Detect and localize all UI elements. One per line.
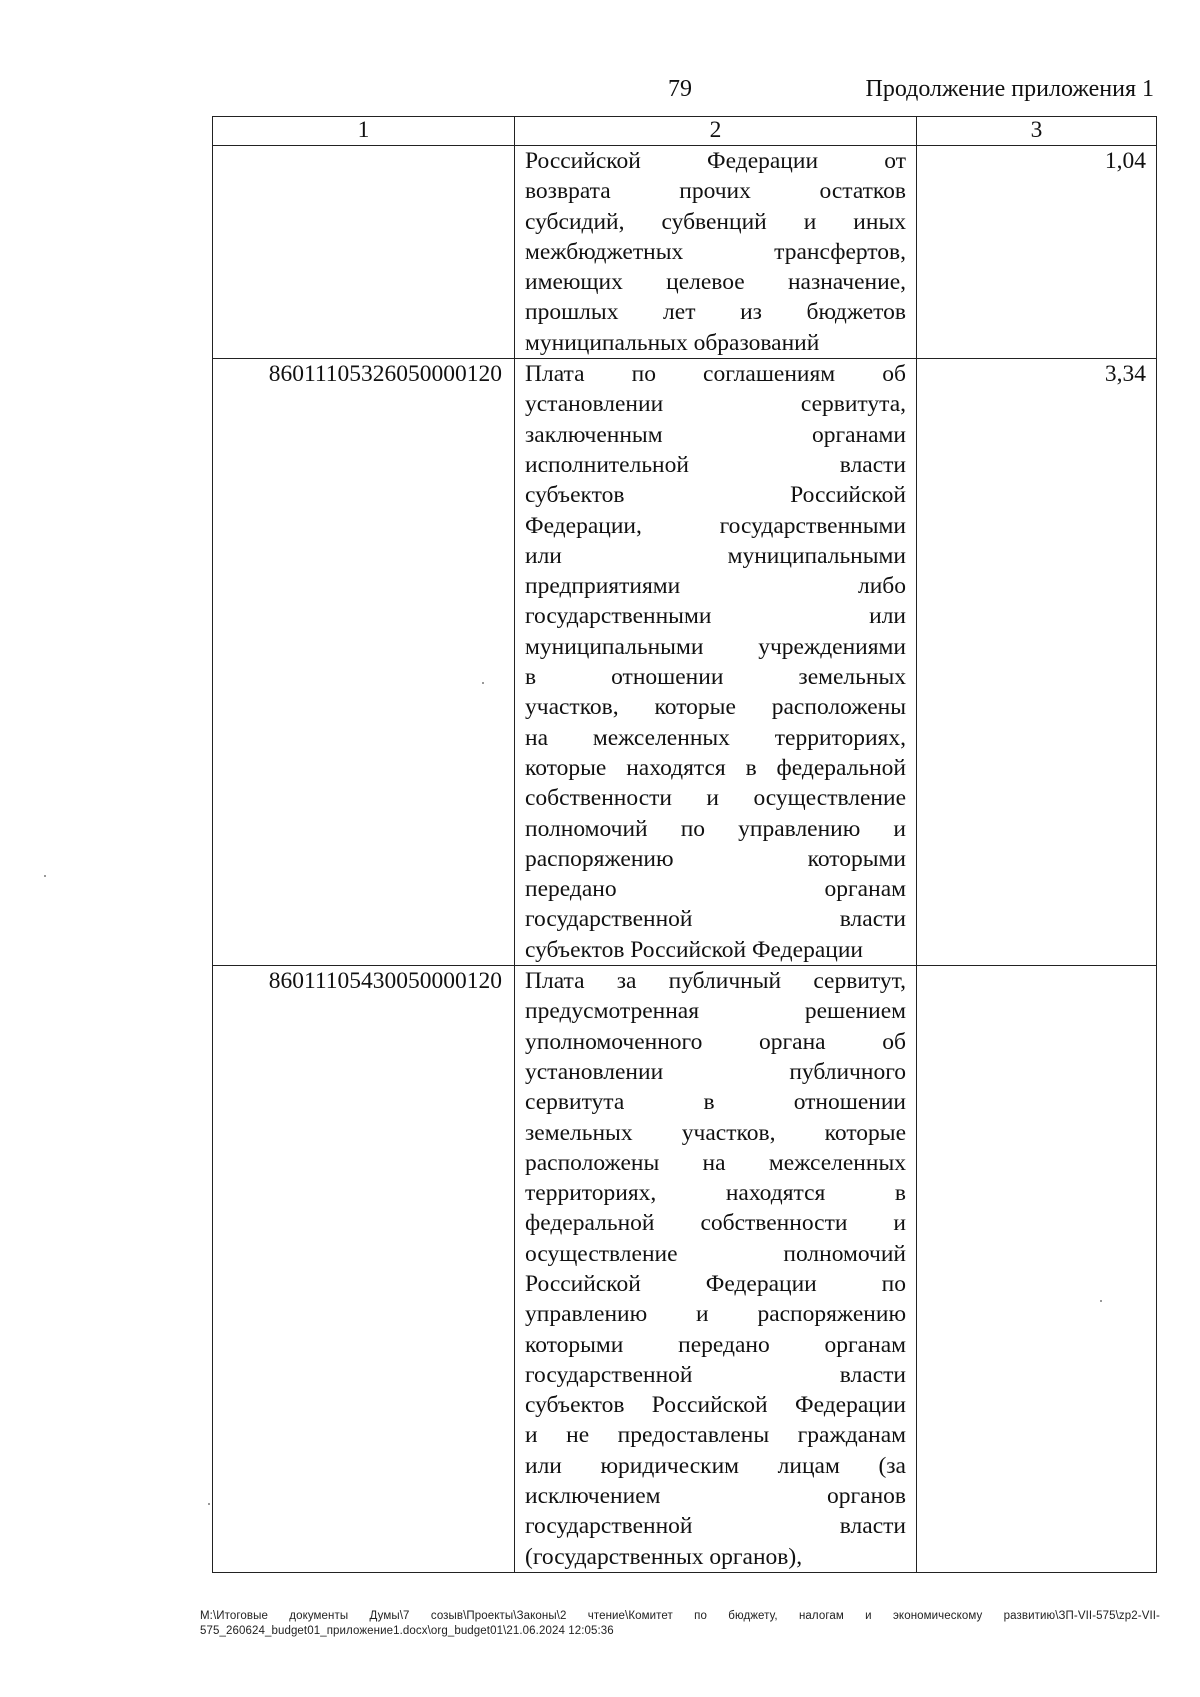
revenue-description-cell: [515, 966, 917, 1573]
document-file-path-footer: M:\Итоговые документы Думы\7 созыв\Проекты\Законы\2 чтение\Комитет по бюджету, налогам и экономическому развитию\ЗП-VII-575\zp2-VII-575_260624_budget01_приложение1.docx\org_budget01\21.06.2024 12:05:36: [200, 1610, 1160, 1637]
page-number: 79: [668, 76, 692, 102]
budget-revenue-table: [212, 116, 1157, 1573]
scan-speck: [1100, 1300, 1102, 1302]
description-line: муниципальных образований: [525, 329, 820, 356]
description-line: территориях, находятся в: [525, 1180, 906, 1207]
description-line: или муниципальными: [525, 542, 906, 569]
description-line: государственной власти: [525, 1361, 906, 1388]
description-line: муниципальными учреждениями: [525, 633, 906, 660]
description-line: государственной власти: [525, 906, 906, 933]
table-row: [213, 359, 1157, 966]
description-line: субъектов Российской Федерации: [525, 1392, 906, 1419]
revenue-code-cell: [213, 146, 515, 359]
column-header-2: 2: [515, 117, 917, 146]
amount-cell: 3,34: [917, 359, 1157, 966]
description-line: предприятиями либо: [525, 573, 906, 600]
appendix-continuation-label: Продолжение приложения 1: [865, 76, 1154, 102]
description-line: исполнительной власти: [525, 451, 906, 478]
description-line: субсидий, субвенций и иных: [525, 208, 906, 235]
description-line: государственной власти: [525, 1513, 906, 1540]
revenue-code-cell: 86011105326050000120: [213, 359, 515, 966]
description-line: исключением органов: [525, 1483, 906, 1510]
description-line: Плата по соглашениям об: [525, 361, 906, 388]
description-line: собственности и осуществление: [525, 785, 906, 812]
table-body: [213, 146, 1157, 1573]
description-line: Российской Федерации по: [525, 1270, 906, 1297]
column-header-1: 1: [213, 117, 515, 146]
description-line: участков, которые расположены: [525, 694, 906, 721]
description-line: Плата за публичный сервитут,: [525, 968, 906, 995]
description-line: управлению и распоряжению: [525, 1301, 906, 1328]
description-line: (государственных органов),: [525, 1543, 803, 1570]
description-line: субъектов Российской: [525, 482, 906, 509]
table-row: [213, 966, 1157, 1573]
description-line: передано органам: [525, 876, 906, 903]
description-line: земельных участков, которые: [525, 1119, 906, 1146]
revenue-description-cell: [515, 359, 917, 966]
description-line: сервитута в отношении: [525, 1089, 906, 1116]
column-header-3: 3: [917, 117, 1157, 146]
revenue-description-cell: [515, 146, 917, 359]
description-line: имеющих целевое назначение,: [525, 269, 906, 296]
description-line: полномочий по управлению и: [525, 815, 906, 842]
description-line: на межселенных территориях,: [525, 724, 906, 751]
description-line: распоряжению которыми: [525, 845, 906, 872]
description-line: Федерации, государственными: [525, 512, 906, 539]
description-line: уполномоченного органа об: [525, 1028, 906, 1055]
description-line: или юридическим лицам (за: [525, 1452, 906, 1479]
table-header-row: [213, 117, 1157, 146]
description-line: субъектов Российской Федерации: [525, 936, 863, 963]
description-line: возврата прочих остатков: [525, 178, 906, 205]
description-line: которые находятся в федеральной: [525, 754, 906, 781]
description-line: и не предоставлены гражданам: [525, 1422, 906, 1449]
description-line: расположены на межселенных: [525, 1149, 906, 1176]
description-line: в отношении земельных: [525, 664, 906, 691]
scan-speck: [208, 1503, 210, 1505]
description-line: установлении сервитута,: [525, 391, 906, 418]
amount-cell: 1,04: [917, 146, 1157, 359]
amount-cell: [917, 966, 1157, 1573]
description-line: прошлых лет из бюджетов: [525, 299, 906, 326]
scan-speck: [482, 682, 484, 684]
description-line: межбюджетных трансфертов,: [525, 238, 906, 265]
description-line: установлении публичного: [525, 1058, 906, 1085]
description-line: заключенным органами: [525, 421, 906, 448]
description-line: Российской Федерации от: [525, 148, 906, 174]
description-line: предусмотренная решением: [525, 998, 906, 1025]
revenue-code-cell: 86011105430050000120: [213, 966, 515, 1573]
table-row: [213, 146, 1157, 359]
description-line: государственными или: [525, 603, 906, 630]
description-line: которыми передано органам: [525, 1331, 906, 1358]
scan-speck: [44, 875, 46, 877]
description-line: осуществление полномочий: [525, 1240, 906, 1267]
description-line: федеральной собственности и: [525, 1210, 906, 1237]
